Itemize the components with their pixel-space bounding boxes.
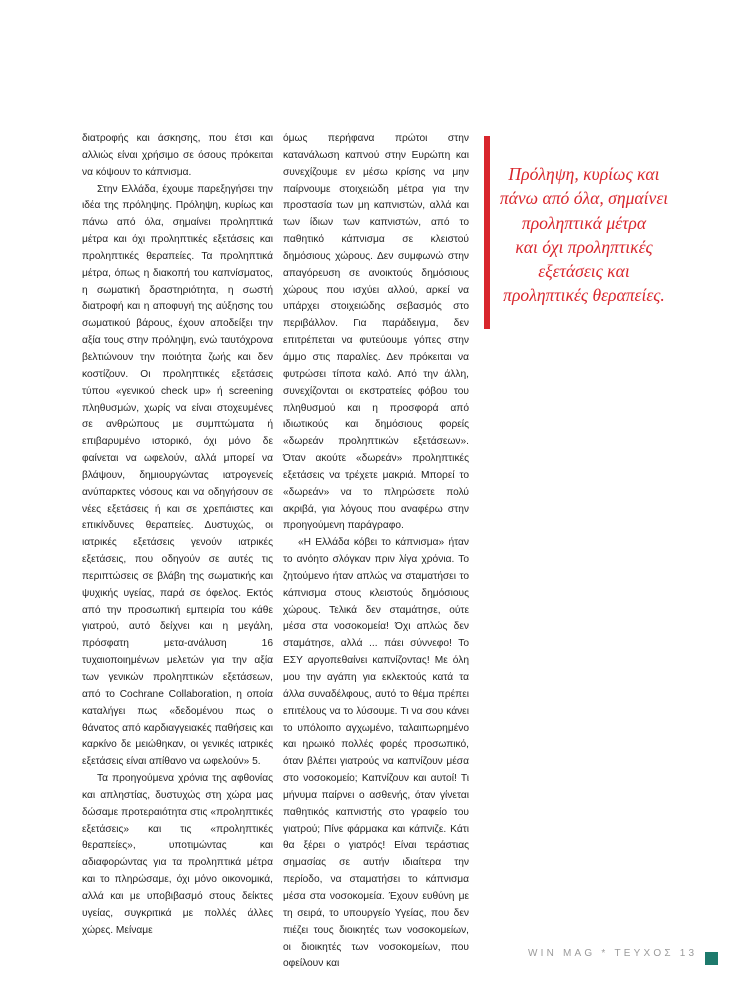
paragraph: «Η Ελλάδα κόβει το κάπνισμα» ήταν το ανόητο σλόγκαν πριν λίγα χρόνια. Το ζητούμενο ήταν απλώς να σταματήσει το κάπνισμα στους κλειστούς δημόσιους χώρους. Τελικά δεν σταμάτησε, ούτε μέσα στα νοσοκομεία! Όχι απλώς δεν σταμάτησε, αλλά ... πάει σύννεφο! Το ΕΣΥ αργοπεθαίνει καπνίζοντας! Με όλη μου την αγάπη για εκλεκτούς κατά τα άλλα συναδέλφους, αυτό το θέμα πρέπει επιτέλους να το λύσουμε. Τι να σου κάνει το υπόλοιπο αγχωμένο, ταλαιπωρημένο και ηρωικό πολλές φορές προσωπικό, όταν βλέπει γιατρούς να καπνίζουν μέσα στο νοσοκομείο; Καπνίζουν και αυτοί! Τι μήνυμα παίρνει ο ασθενής, όταν γίνεται παθητικός καπνιστής στο γραφείο του γιατρού; Πίνε φάρμακα και κάπνιζε. Κάτι θα ξέρει ο γιατρός! Είναι τεράστιας σημασίας σε αυτήν ιδιαίτερα την περίοδο, να σταματήσει το κάπνισμα μέσα στα νοσοκομεία. Έχουν ευθύνη με τη σειρά, το υπουργείο Υγείας, που δεν πιέζει τους διοικητές των νοσοκομείων, οι διοικητές των νοσοκομείων, που οφείλουν και (283, 537, 469, 970)
pull-quote-line: προληπτικές θεραπείες. (503, 285, 665, 306)
paragraph: Στην Ελλάδα, έχουμε παρεξηγήσει την ιδέα της πρόληψης. Πρόληψη, κυρίως και πάνω από όλα, σημαίνει προληπτικά μέτρα και όχι προληπτικές εξετάσεις και προληπτικές θεραπείες. Τα προληπτικά μέτρα, όπως η διακοπή του καπνίσματος, η σωματική δραστηριότητα, η σωστή διατροφή και η αποφυγή της αύξησης του σωματικού βάρους, έχουν αποδείξει την αξία τους στην πρόληψη, ενώ ταυτόχρονα βελτιώνουν την ποιότητα ζωής και δεν κοστίζουν. Οι προληπτικές εξετάσεις τύπου «γενικού check up» ή screening πληθυσμών, χωρίς να είναι στοχευμένες σε ανθρώπους με συμπτώματα ή επιβαρυμένο ιστορικό, όχι μόνο δε φαίνεται να ωφελούν, αλλά μπορεί να βλάψουν, δημιουργώντας ιατρογενείς ανύπαρκτες νόσους και να οδηγήσουν σε νέες εξετάσεις ή και σε χρεπάιστες και επικίνδυνες θεραπείες. Δυστυχώς, οι ιατρικές εξετάσεις γενούν ιατρικές εξετάσεις, που οδηγούν σε αυτές τις περιπτώσεις σε βλάβη της σωματικής και ψυχικής υγείας, παρά σε όφελος. Εκτός από την προσωπική εμπειρία του κάθε γιατρού, αυτό δείχνει και η μεγάλη, πρόσφατη μετα-ανάλυση 16 τυχαιοποιημένων μελετών για την αξία των γενικών προληπτικών εξετάσεων, από το Cochrane Collaboration, η οποία καταλήγει πως «δεδομένου πως ο θάνατος από καρδιαγγειακές παθήσεις και καρκίνο δε μειώθηκαν, οι γενικές ιατρικές εξετάσεις είναι απίθανο να ωφελούν» 5. (82, 183, 273, 768)
pull-quote-line: εξετάσεις και (538, 261, 630, 282)
pull-quote-line: πάνω από όλα, σημαίνει (499, 188, 669, 209)
paragraph: όμως περήφανα πρώτοι στην κατανάλωση καπνού στην Ευρώπη και συνεχίζουμε εν μέσω κρίσης να μην παίρνουμε στοιχειώδη μέτρα για την προστασία των μη καπνιστών, αλλά και των ίδιων των καπνιστών, από το παθητικό κάπνισμα σε κλειστού δημόσιους χώρους. Δεν συμφωνώ στην απαγόρευση σε ανοικτούς δημόσιους χώρους που ισχύει αλλού, αρκεί να υπάρχει στοιχειώδης σεβασμός στο περιβάλλον. Για παράδειγμα, δεν επιτρέπεται να φυτεύουμε γόπες στην άμμο στις παραλίες. Δεν πρόκειται να φυτρώσει τίποτα καλό. Από την άλλη, συνεχίζονται οι εκστρατείες φόβου του πληθυσμού και η προσφορά από ιδιωτικούς και δημόσιους φορείς «δωρεάν προληπτικών εξετάσεων». Όταν ακούτε «δωρεάν» προληπτικές εξετάσεις να τρέχετε μακριά. Μπορεί το «δωρεάν» να το πληρώσετε πολύ ακριβά, για λόγους που αναφέρω στην προηγούμενη παράγραφο. (283, 133, 469, 532)
paragraph: διατροφής και άσκησης, που έτσι και αλλιώς είναι χρήσιμο σε όσους πρόκειται να κόψουν το κάπνισμα. (82, 133, 273, 178)
pull-quote-line: προληπτικά μέτρα (521, 212, 647, 233)
pull-quote (499, 162, 669, 308)
article-column-left (82, 131, 273, 940)
pull-quote-line: Πρόληψη, κυρίως και (508, 164, 660, 184)
paragraph: Τα προηγούμενα χρόνια της αφθονίας και απληστίας, δυστυχώς στη χώρα μας δώσαμε προτεραιότητα στις «προληπτικές εξετάσεις» και τις «προληπτικές θεραπείες», υποτιμώντας και αδιαφορώντας για τα προληπτικά μέτρα και το πληρώσαμε, όχι μόνο οικονομικά, αλλά και με υποβιβασμό στους δείκτες υγείας, συγκριτικά με πολλές άλλες χώρες. Μείναμε (82, 773, 273, 936)
footer-square (705, 952, 718, 965)
pull-quote-bar (484, 136, 490, 329)
page-footer: WIN MAG * ΤΕΥΧΟΣ 13 (528, 948, 698, 959)
article-column-right (283, 131, 469, 973)
pull-quote-line: και όχι προληπτικές (515, 236, 653, 257)
